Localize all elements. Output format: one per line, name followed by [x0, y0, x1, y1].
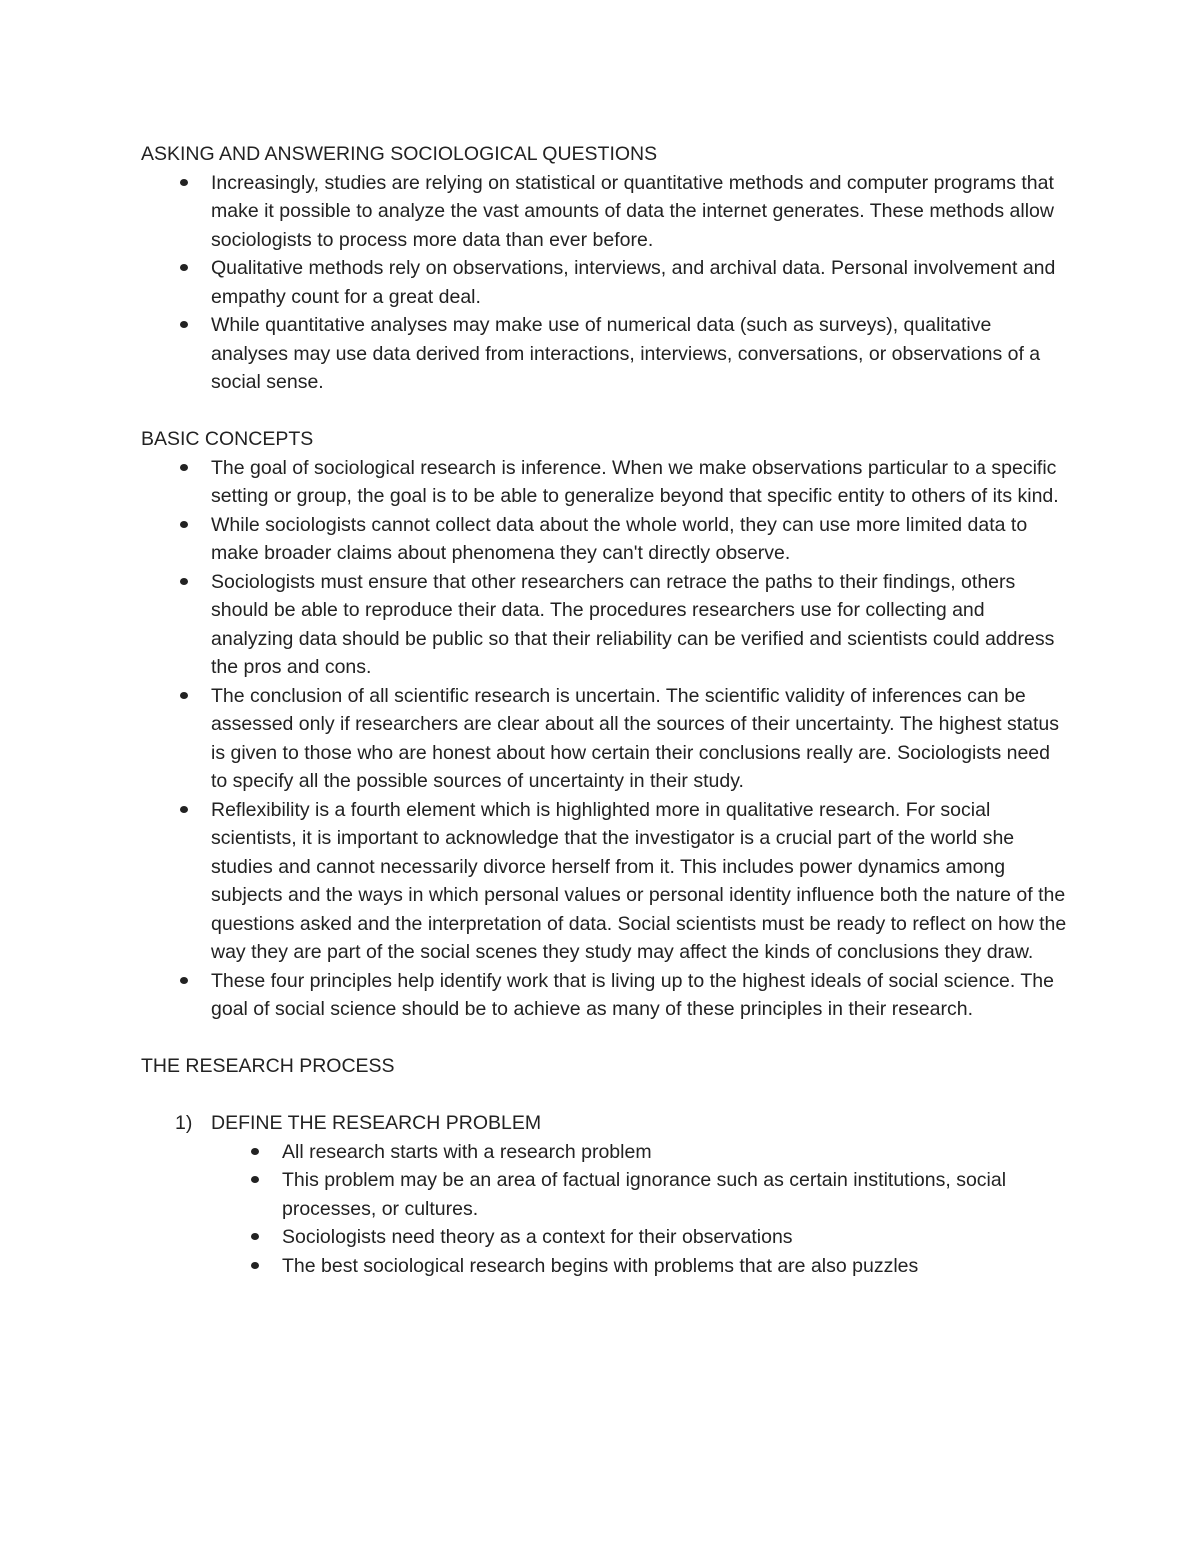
list-item-text: These four principles help identify work that is living up to the highest ideals of social science. The goal of social science should be to achieve as many of these principles in their research.: [211, 969, 1054, 1020]
list-item: [282, 1252, 1071, 1281]
list-item: [211, 169, 1071, 255]
list-item: [211, 967, 1071, 1024]
bullet-icon: [180, 464, 188, 471]
list-item-text: Sociologists must ensure that other researchers can retrace the paths to their findings, others should be able to reproduce their data. The procedures researchers use for collecting and analyzing data should be public so that their reliability can be verified and scientists could address the pros and cons.: [211, 570, 1055, 678]
list-item: [211, 796, 1071, 967]
bullet-icon: [180, 264, 188, 271]
list-item: [211, 682, 1071, 796]
bullet-icon: [180, 692, 188, 699]
bullet-icon: [180, 578, 188, 585]
step-bullet-list: [211, 1138, 1071, 1281]
spacer: [141, 1081, 1071, 1110]
step-item: [175, 1109, 1071, 1280]
step-number: 1): [175, 1112, 193, 1134]
list-item-text: While quantitative analyses may make use of numerical data (such as surveys), qualitative analyses may use data derived from interactions, interviews, conversations, or observations of a social sense.: [211, 314, 1041, 393]
list-item-text: Reflexibility is a fourth element which is highlighted more in qualitative research. For social scientists, it is important to acknowledge that the investigator is a crucial part of the world she studies and cannot necessarily divorce herself from it. This includes power dynamics among subjects and the ways in which personal values or personal identity influence both the nature of the questions asked and the interpretation of data. Social scientists must be ready to reflect on how the way they are part of the social scenes they study may affect the kinds of conclusions they draw.: [211, 798, 1067, 963]
section-heading-basic-concepts: BASIC CONCEPTS: [141, 428, 314, 450]
list-item-text: While sociologists cannot collect data about the whole world, they can use more limited data to make broader claims about phenomena they can't directly observe.: [211, 513, 1028, 564]
asking-bullet-list: [141, 169, 1071, 397]
list-item-text: The best sociological research begins with problems that are also puzzles: [282, 1254, 919, 1277]
document-page: [141, 140, 1071, 1280]
bullet-icon: [251, 1262, 259, 1269]
bullet-icon: [180, 321, 188, 328]
list-item: [282, 1223, 1071, 1252]
list-item-text: The conclusion of all scientific research is uncertain. The scientific validity of inferences can be assessed only if researchers are clear about all the sources of their uncertainty. The highest status is given to those who are honest about how certain their conclusions really are. Sociologists need to specify all the possible sources of uncertainty in their study.: [211, 684, 1059, 792]
list-item: [211, 511, 1071, 568]
bullet-icon: [180, 977, 188, 984]
spacer: [141, 397, 1071, 426]
list-item: [282, 1138, 1071, 1167]
bullet-icon: [251, 1148, 259, 1155]
bullet-icon: [180, 806, 188, 813]
list-item-text: All research starts with a research problem: [282, 1140, 652, 1163]
bullet-icon: [180, 521, 188, 528]
list-item: [282, 1166, 1071, 1223]
list-item-text: Increasingly, studies are relying on statistical or quantitative methods and computer programs that make it possible to analyze the vast amounts of data the internet generates. These methods allow sociologists to process more data than ever before.: [211, 171, 1054, 251]
section-heading-asking: ASKING AND ANSWERING SOCIOLOGICAL QUESTIONS: [141, 143, 658, 165]
spacer: [141, 1024, 1071, 1053]
list-item: [211, 568, 1071, 682]
list-item-text: The goal of sociological research is inference. When we make observations particular to a specific setting or group, the goal is to be able to generalize beyond that specific entity to others of its kind.: [211, 456, 1059, 507]
section-heading-research-process: THE RESEARCH PROCESS: [141, 1055, 395, 1077]
step-title: DEFINE THE RESEARCH PROBLEM: [211, 1112, 542, 1134]
list-item-text: Qualitative methods rely on observations, interviews, and archival data. Personal involvement and empathy count for a great deal.: [211, 257, 1056, 308]
bullet-icon: [251, 1176, 259, 1183]
list-item: [211, 254, 1071, 311]
bullet-icon: [180, 179, 188, 186]
list-item-text: This problem may be an area of factual ignorance such as certain institutions, social processes, or cultures.: [282, 1169, 1007, 1220]
list-item: [211, 311, 1071, 397]
list-item-text: Sociologists need theory as a context for their observations: [282, 1226, 793, 1248]
research-steps-list: [141, 1109, 1071, 1280]
basic-concepts-bullet-list: [141, 454, 1071, 1024]
list-item: [211, 454, 1071, 511]
bullet-icon: [251, 1233, 259, 1240]
